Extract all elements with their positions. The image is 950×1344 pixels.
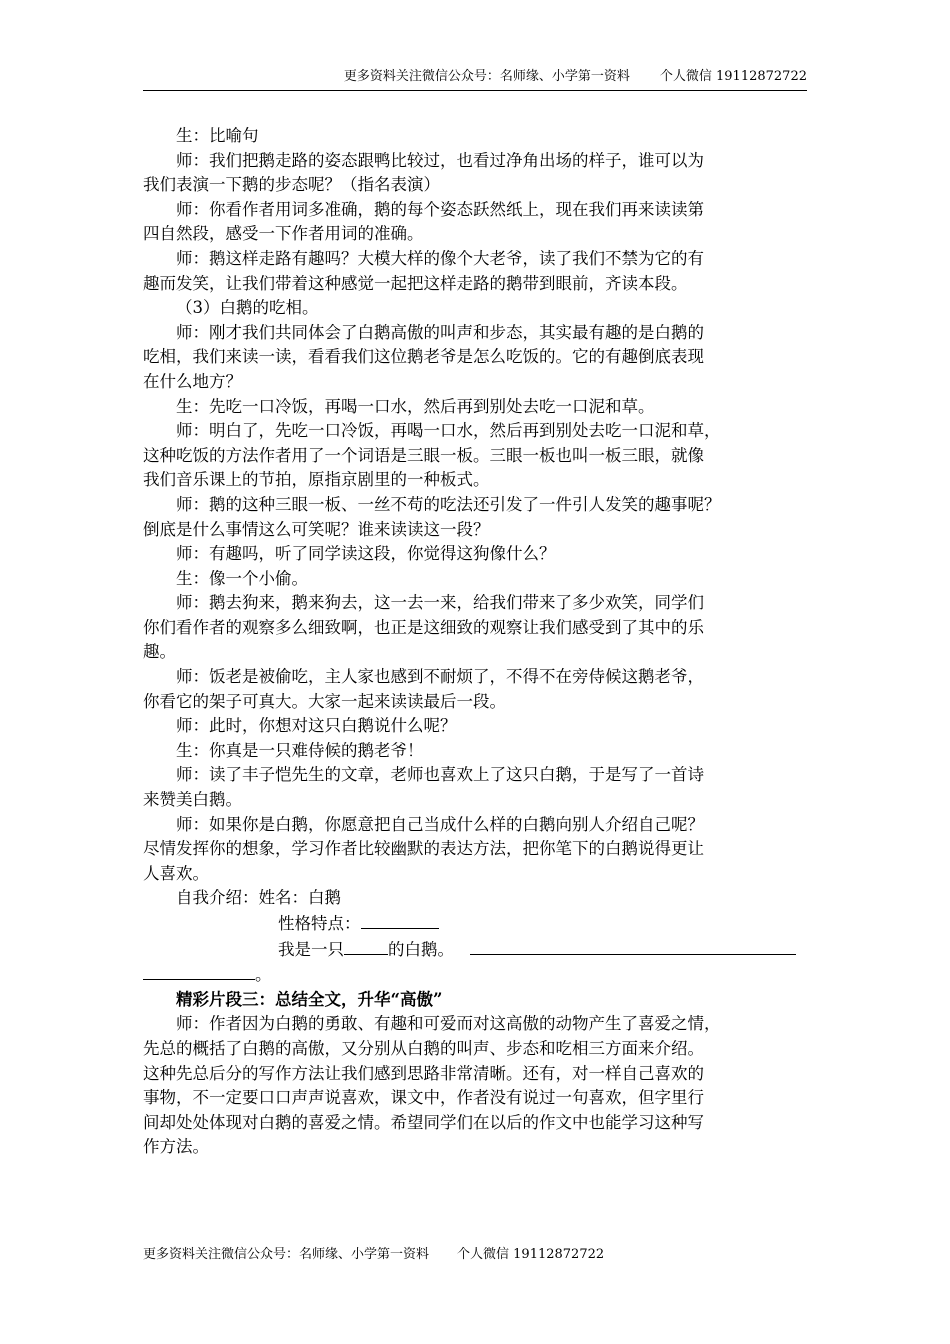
self-intro-row-2: [143, 911, 813, 937]
paragraph-line: 师：你看作者用词多准确，鹅的每个姿态跃然纸上，现在我们再来读读第: [176, 199, 704, 219]
page-footer: [143, 1246, 604, 1264]
summary-line: 事物，不一定要口口声声说喜欢，课文中，作者没有说过一句喜欢，但字里行: [143, 1088, 704, 1108]
paragraph-line: 尽情发挥你的想象，学习作者比较幽默的表达方法，把你笔下的白鹅说得更让: [143, 839, 704, 859]
paragraph-line: 你们看作者的观察多么细致啊，也正是这细致的观察让我们感受到了其中的乐: [143, 617, 704, 637]
paragraph-line: 师：鹅去狗来，鹅来狗去，这一去一来，给我们带来了多少欢笑，同学们: [176, 593, 704, 613]
paragraph-line: 人喜欢。: [143, 863, 209, 883]
self-intro-sentence-a: 我是一只: [278, 939, 344, 959]
paragraph-line: 生：比喻句: [176, 126, 259, 145]
paragraph-line: 师：刚才我们共同体会了白鹅高傲的叫声和步态，其实最有趣的是白鹅的: [176, 322, 704, 342]
paragraph-line: 师：我们把鹅走路的姿态跟鸭比较过，也看过净角出场的样子，谁可以为: [176, 150, 704, 170]
trait-blank[interactable]: [361, 911, 439, 929]
summary-line: 先总的概括了白鹅的高傲，又分别从白鹅的叫声、步态和吃相三方面来介绍。: [143, 1038, 704, 1058]
paragraph-line: 吃相，我们来读一读，看看我们这位鹅老爷是怎么吃饭的。它的有趣倒底表现: [143, 347, 704, 367]
self-intro-row-3: [143, 937, 813, 963]
self-intro-trait: 性格特点：: [278, 914, 361, 933]
paragraph-line: 师：饭老是被偷吃，主人家也感到不耐烦了，不得不在旁侍候这鹅老爷，: [176, 667, 704, 687]
paragraph-line: 师：鹅这样走路有趣吗？大模大样的像个大老爷，读了我们不禁为它的有: [176, 248, 704, 268]
adjective-blank[interactable]: [344, 937, 388, 955]
paragraph-line: 师：读了丰子恺先生的文章，老师也喜欢上了这只白鹅，于是写了一首诗: [176, 765, 704, 785]
header-wechat: 个人微信 19112872722: [659, 69, 807, 84]
paragraph-line: 我们表演一下鹅的步态呢？（指名表演）: [143, 175, 440, 195]
paragraph-line: 倒底是什么事情这么可笑呢？谁来读读这一段？: [143, 519, 490, 539]
summary-line: 作方法。: [143, 1137, 209, 1157]
paragraph-line: 师：此时，你想对这只白鹅说什么呢？: [176, 716, 457, 736]
paragraph-line: 生：像一个小偷。: [176, 568, 308, 588]
header-public-account: 更多资料关注微信公众号：名师缘、小学第一资料: [343, 69, 630, 84]
self-intro-sentence-b: 的白鹅。: [388, 939, 454, 959]
footer-wechat: 个人微信 19112872722: [457, 1247, 605, 1262]
paragraph-line: 生：你真是一只难侍候的鹅老爷！: [176, 740, 424, 760]
summary-line: 师：作者因为白鹅的勇敢、有趣和可爱而对这高傲的动物产生了喜爱之情，: [176, 1014, 721, 1034]
paragraph-line: 四自然段，感受一下作者用词的准确。: [143, 224, 424, 244]
paragraph-line: 你看它的架子可真大。大家一起来读读最后一段。: [143, 691, 506, 711]
paragraph-line: 这种吃饭的方法作者用了一个词语是三眼一板。三眼一板也叫一板三眼，就像: [143, 445, 704, 465]
paragraph-line: 生：先吃一口冷饭，再喝一口水，然后再到别处去吃一口泥和草。: [176, 396, 655, 416]
page-header: [143, 68, 807, 91]
paragraph-line: 师：明白了，先吃一口冷饭，再喝一口水，然后再到别处去吃一口泥和草，: [176, 421, 721, 441]
description-blank-continued[interactable]: [143, 962, 255, 980]
paragraph-line: 来赞美白鹅。: [143, 790, 242, 810]
paragraph-line: 趣。: [143, 642, 176, 662]
summary-paragraph: [143, 1012, 813, 1037]
summary-line: 间却处处体现对白鹅的喜爱之情。希望同学们在以后的作文中也能学习这种写: [143, 1112, 704, 1132]
paragraph-line: 师：有趣吗，听了同学读这段，你觉得这狗像什么？: [176, 544, 556, 564]
paragraph-line: 师：如果你是白鹅，你愿意把自己当成什么样的白鹅向别人介绍自己呢？: [176, 814, 704, 834]
paragraph-line: 师：鹅的这种三眼一板、一丝不苟的吃法还引发了一件引人发笑的趣事呢？: [176, 494, 721, 514]
paragraph-line: 趣而发笑，让我们带着这种感觉一起把这样走路的鹅带到眼前，齐读本段。: [143, 273, 688, 293]
paragraph-line: 在什么地方？: [143, 371, 242, 391]
footer-public-account: 更多资料关注微信公众号：名师缘、小学第一资料: [143, 1247, 430, 1262]
summary-continued: [143, 1037, 813, 1160]
section-heading: 精彩片段三：总结全文，升华“高傲”: [176, 989, 443, 1009]
dialogue-paragraphs: [143, 124, 813, 886]
paragraph-line: 我们音乐课上的节拍，原指京剧里的一种板式。: [143, 470, 490, 490]
self-intro-end: 。: [255, 965, 272, 985]
description-blank[interactable]: [470, 937, 796, 955]
self-intro-name: 姓名：白鹅: [258, 888, 341, 908]
self-intro-row-1: [143, 886, 813, 911]
paragraph-line: （3）白鹅的吃相。: [176, 298, 319, 318]
self-intro-row-4: [143, 962, 813, 988]
self-intro-label: 自我介绍：: [176, 888, 259, 908]
summary-line: 这种先总后分的写作方法让我们感到思路非常清晰。还有，对一样自己喜欢的: [143, 1063, 704, 1083]
document-body: [143, 124, 813, 1160]
